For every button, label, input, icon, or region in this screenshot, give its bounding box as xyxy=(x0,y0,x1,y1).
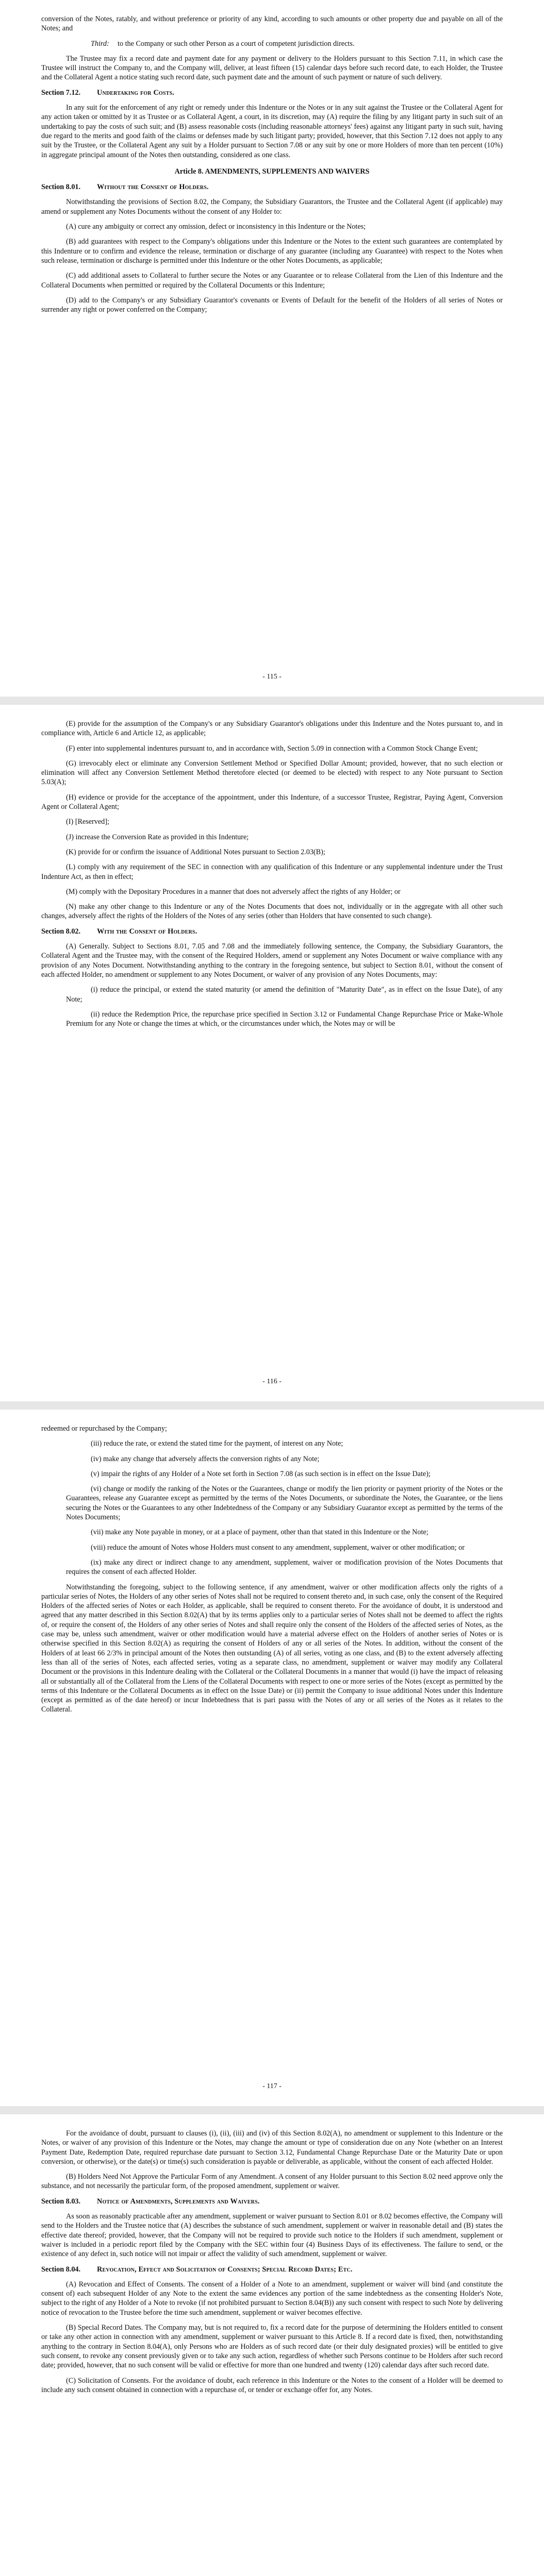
clause: (K) provide for or confirm the issuance of Additional Notes pursuant to Section 2.03(B); xyxy=(66,848,325,856)
section-title: Without the Consent of Holders. xyxy=(97,183,209,192)
sub-clause: (i) reduce the principal, or extend the stated maturity (or amend the definition of "Maturity Date", as in effect on the Issue Date), of any Note; xyxy=(66,986,503,1004)
distribution-clause-third xyxy=(41,39,503,48)
article-heading: Article 8. AMENDMENTS, SUPPLEMENTS AND WAIVERS xyxy=(174,167,370,176)
clause: (A) cure any ambiguity or correct any omission, defect or inconsistency in this Indenture or the Notes; xyxy=(66,223,366,231)
clause-text: to the Company or such other Person as a court of competent jurisdiction directs. xyxy=(118,39,355,48)
clause: (H) evidence or provide for the acceptance of the appointment, under this Indenture, of a successor Trustee, Registrar, Paying Agent, Conversion Agent or Collateral Agent; xyxy=(41,793,503,811)
paragraph: In any suit for the enforcement of any right or remedy under this Indenture or the Notes or in any suit against the Trustee or the Collateral Agent for any action taken or omitted by it as Trustee or as Collateral Agent, a court, in its discretion, may (A) require the filing by any litigant party in such suit of an undertaking to pay the costs of such suit; and (B) assess reasonable costs (including reasonable attorneys' fees) against any litigant party in such suit, having due regard to the merits and good faith of the claims or defenses made by such litigant party; provided, however, that this Section 7.12 does not apply to any suit by the Trustee, or the Collateral Agent any suit by a Holder pursuant to Section 7.08 or any suit by one or more Holders of more than ten percent (10%) in aggregate principal amount of the Notes then outstanding, considered as one class. xyxy=(41,104,503,159)
clause: (C) add additional assets to Collateral to further secure the Notes or any Guarantee or to release Collateral from the Lien of this Indenture and the Collateral Documents when permitted or required by the Collateral Documents or this Indenture; xyxy=(41,272,503,290)
clause: (G) irrevocably elect or eliminate any Conversion Settlement Method or Specified Dollar Amount; provided, however, that no such election or elimination will affect any Conversion Settlement Method theretofore elected (or deemed to be elected) with respect to any Note pursuant to Section 5.03(A); xyxy=(41,759,503,787)
sub-clause: (ii) reduce the Redemption Price, the repurchase price specified in Section 3.12 or Fundamental Change Repurchase Price or Make-Whole Premium for any Note or change the times at which, or the circumstances under which, the Notes may or will be xyxy=(66,1010,503,1028)
clause: (E) provide for the assumption of the Company's or any Subsidiary Guarantor's obligations under this Indenture and the Notes pursuant to, and in compliance with, Article 6 and Article 12, as applicable; xyxy=(41,720,503,738)
section-number: Section 8.04. xyxy=(41,2265,81,2274)
clause: (B) Special Record Dates. The Company may, but is not required to, fix a record date for the purpose of determining the Holders entitled to consent or take any other action in connection with any amendment, supplement or waiver pursuant to this Article 8. If a record date is fixed, then, notwithstanding anything to the contrary in Section 8.04(A), only Persons who are Holders as of such record date (or their duly designated proxies) will be entitled to give such consent, to revoke any consent previously given or to take any such action, regardless of whether such Persons continue to be Holders after such record date; provided, however, that no such consent will be valid or effective for more than one hundred and twenty (120) calendar days after such record date. xyxy=(41,2324,503,2370)
sub-clause: (iv) make any change that adversely affects the conversion rights of any Note; xyxy=(91,1454,320,1463)
page-number: - 115 - xyxy=(262,673,282,681)
clause-label: Third: xyxy=(91,39,109,48)
page-number: - 117 - xyxy=(262,2082,282,2090)
document-page xyxy=(0,0,544,697)
paragraph: Notwithstanding the provisions of Section 8.02, the Company, the Subsidiary Guarantors, the Trustee and the Collateral Agent (if applicable) may amend or supplement any Notes Documents without the consent of any Holder to: xyxy=(41,198,503,216)
section-title: Revocation, Effect and Solicitation of Consents; Special Record Dates; Etc. xyxy=(97,2265,353,2274)
clause: (J) increase the Conversion Rate as provided in this Indenture; xyxy=(66,833,249,841)
clause: (I) [Reserved]; xyxy=(66,818,109,826)
clause: (B) add guarantees with respect to the Company's obligations under this Indenture or the Notes to the extent such guarantees are contemplated by this Indenture or to confirm and evidence the release, termination or discharge of any guarantee (including any Guarantee) with respect to the Notes when such release, termination or discharge is permitted under this Indenture or the other Notes Documents, as applicable; xyxy=(41,238,503,265)
section-heading xyxy=(41,927,503,936)
sub-clause: (ix) make any direct or indirect change to any amendment, supplement, waiver or modification provision of the Notes Documents that requires the consent of each affected Holder. xyxy=(66,1558,503,1577)
clause: (F) enter into supplemental indentures pursuant to, and in accordance with, Section 5.09 in connection with a Common Stock Change Event; xyxy=(66,744,478,753)
section-number: Section 8.02. xyxy=(41,927,81,936)
paragraph: The Trustee may fix a record date and payment date for any payment or delivery to the Holders pursuant to this Section 7.11, in which case the Trustee will instruct the Company to, and the Company will, deliver, at least fifteen (15) calendar days before such record date, to each Holder, the Trustee and the Collateral Agent a notice stating such record date, such payment date and the amount of such payment or nature of such delivery. xyxy=(41,54,503,82)
section-heading xyxy=(41,88,503,97)
section-title: Undertaking for Costs. xyxy=(97,88,175,97)
section-heading xyxy=(41,182,503,192)
clause: (L) comply with any requirement of the SEC in connection with any qualification of this Indenture or any supplemental indenture under the Trust Indenture Act, as then in effect; xyxy=(41,863,503,881)
section-title: Notice of Amendments, Supplements and Waivers. xyxy=(97,2197,260,2206)
clause: (M) comply with the Depositary Procedures in a manner that does not adversely affect the rights of any Holder; or xyxy=(66,887,401,896)
section-number: Section 7.12. xyxy=(41,88,81,97)
paragraph: Notwithstanding the foregoing, subject to the following sentence, if any amendment, waiver or other modification affects only the rights of a particular series of Notes, the Holders of any other series of Notes shall not be required to consent thereto and, in such case, only the consent of the Required Holders of the affected series of Notes or each Holder, as applicable, shall be required to consent thereto. For the avoidance of doubt, it is understood and agreed that any matter described in this Section 8.02(A) that by its terms applies only to a particular series of Notes shall not be deemed to affect the rights of, or require the consent of, the Holders of any other series of Notes and shall require only the consent of the Holders of the affected series of Notes, as the case may be, unless such amendment, waiver or other modification would have a material adverse effect on the Holders of another series of Notes or is otherwise specified in this Section 8.02(A) as requiring the consent of Holders of any or all series of the Notes. In addition, without the consent of the Holders of at least 66 2/3% in principal amount of the Notes then outstanding (A) of all series, voting as one class, and (B) to the extent adversely affecting less than all of the series of Notes, each affected series, voting as a separate class, no amendment, supplement or waiver may modify any Collateral Document or the provisions in this Indenture dealing with the Collateral or the Collateral Documents in a manner that would (i) have the impact of releasing all or substantially all of the Collateral from the Liens of the Collateral Documents with respect to one or more series of the Notes (except as permitted by the terms of this Indenture or the Collateral Documents as in effect on the Issue Date) or (ii) permit the Company to issue additional Notes under this Indenture (except as permitted as of the date hereof) or incur Indebtedness that is pari passu with the Notes of any or all series of the Notes as it relates to the Collateral. xyxy=(41,1583,503,1714)
paragraph: redeemed or repurchased by the Company; xyxy=(41,1425,167,1433)
sub-clause: (viii) reduce the amount of Notes whose Holders must consent to any amendment, supplement, waiver or other modification; or xyxy=(91,1543,465,1552)
paragraph: For the avoidance of doubt, pursuant to clauses (i), (ii), (iii) and (iv) of this Section 8.02(A), no amendment or supplement to this Indenture or the Notes, or waiver of any provision of this Indenture or the Notes, may change the amount or type of consideration due on any Note (whether on an Interest Payment Date, Redemption Date, required repurchase date pursuant to Section 3.12, Fundamental Change Repurchase Date or the Maturity Date or upon conversion, or otherwise), or the date(s) or time(s) such consideration is payable or deliverable, as applicable, without the consent of each affected Holder. xyxy=(41,2129,503,2166)
clause: (A) Revocation and Effect of Consents. The consent of a Holder of a Note to an amendment, supplement or waiver will bind (and constitute the consent of) each subsequent Holder of any Note to the extent the same evidences any portion of the same indebtedness as the consenting Holder's Note, subject to the right of any Holder of a Note to revoke (if not prohibited pursuant to Section 8.04(B)) any such consent with respect to such Note by delivering notice of revocation to the Trustee before the time such amendment, supplement or waiver becomes effective. xyxy=(41,2280,503,2317)
document-page xyxy=(0,705,544,1401)
document-page xyxy=(0,1410,544,2106)
sub-clause: (vii) make any Note payable in money, or at a place of payment, other than that stated in this Indenture or the Note; xyxy=(91,1528,428,1537)
clause: (C) Solicitation of Consents. For the avoidance of doubt, each reference in this Indenture or the Notes to the consent of a Holder will be deemed to include any such consent obtained in connection with a repurchase of, or tender or exchange offer for, any Notes. xyxy=(41,2376,503,2394)
page-number: - 116 - xyxy=(262,1378,282,1385)
section-heading xyxy=(41,2265,503,2274)
section-heading xyxy=(41,2197,503,2206)
paragraph: As soon as reasonably practicable after any amendment, supplement or waiver pursuant to Section 8.01 or 8.02 becomes effective, the Company will send to the Holders and the Trustee notice that (A) describes the substance of such amendment, supplement or waiver in reasonable detail and (B) states the effective date thereof; provided, however, that the Company will not be required to provide such notice to the Holders if such amendment, supplement or waiver is included in a periodic report filed by the Company with the SEC within four (4) Business Days of its effectiveness. The failure to send, or the existence of any defect in, such notice will not impair or affect the validity of such amendment, supplement or waiver. xyxy=(41,2212,503,2259)
section-number: Section 8.03. xyxy=(41,2197,81,2206)
section-number: Section 8.01. xyxy=(41,183,81,192)
paragraph: conversion of the Notes, ratably, and without preference or priority of any kind, according to such amounts or other property due and payable on all of the Notes; and xyxy=(41,15,503,33)
clause: (B) Holders Need Not Approve the Particular Form of any Amendment. A consent of any Holder pursuant to this Section 8.02 need approve only the substance, and not necessarily the particular form, of the proposed amendment, supplement or waiver. xyxy=(41,2173,503,2191)
sub-clause: (v) impair the rights of any Holder of a Note set forth in Section 7.08 (as such section is in effect on the Issue Date); xyxy=(91,1469,431,1478)
section-title: With the Consent of Holders. xyxy=(97,927,197,936)
clause: (A) Generally. Subject to Sections 8.01, 7.05 and 7.08 and the immediately following sentence, the Company, the Subsidiary Guarantors, the Collateral Agent and the Trustee may, with the consent of the Required Holders, amend or supplement any Notes Document or waive compliance with any provision of any Notes Document. Notwithstanding anything to the contrary in the foregoing sentence, but subject to Section 8.01, without the consent of each affected Holder, no amendment or supplement to any Notes Document, or waiver of any provision of any Notes Documents, may: xyxy=(41,942,503,979)
sub-clause: (vi) change or modify the ranking of the Notes or the Guarantees, change or modify the lien priority or payment priority of the Notes or the Guarantees, release any Guarantee except as permitted by the terms of the Notes Documents, or subordinate the Notes, the Guarantee, or the liens securing the Notes or the Guarantees to any other Indebtedness of the Company or any Subsidiary Guarantor except as permitted by the terms of the Notes Documents; xyxy=(66,1485,503,1522)
document-page xyxy=(0,2114,544,2576)
sub-clause: (iii) reduce the rate, or extend the stated time for the payment, of interest on any Note; xyxy=(91,1439,343,1448)
clause: (D) add to the Company's or any Subsidiary Guarantor's covenants or Events of Default for the benefit of the Holders of all series of Notes or surrender any right or power conferred on the Company; xyxy=(41,296,503,314)
clause: (N) make any other change to this Indenture or any of the Notes Documents that does not, individually or in the aggregate with all other such changes, adversely affect the rights of the Holders of the Notes of any series (other than Holders that have consented to such change). xyxy=(41,903,503,921)
